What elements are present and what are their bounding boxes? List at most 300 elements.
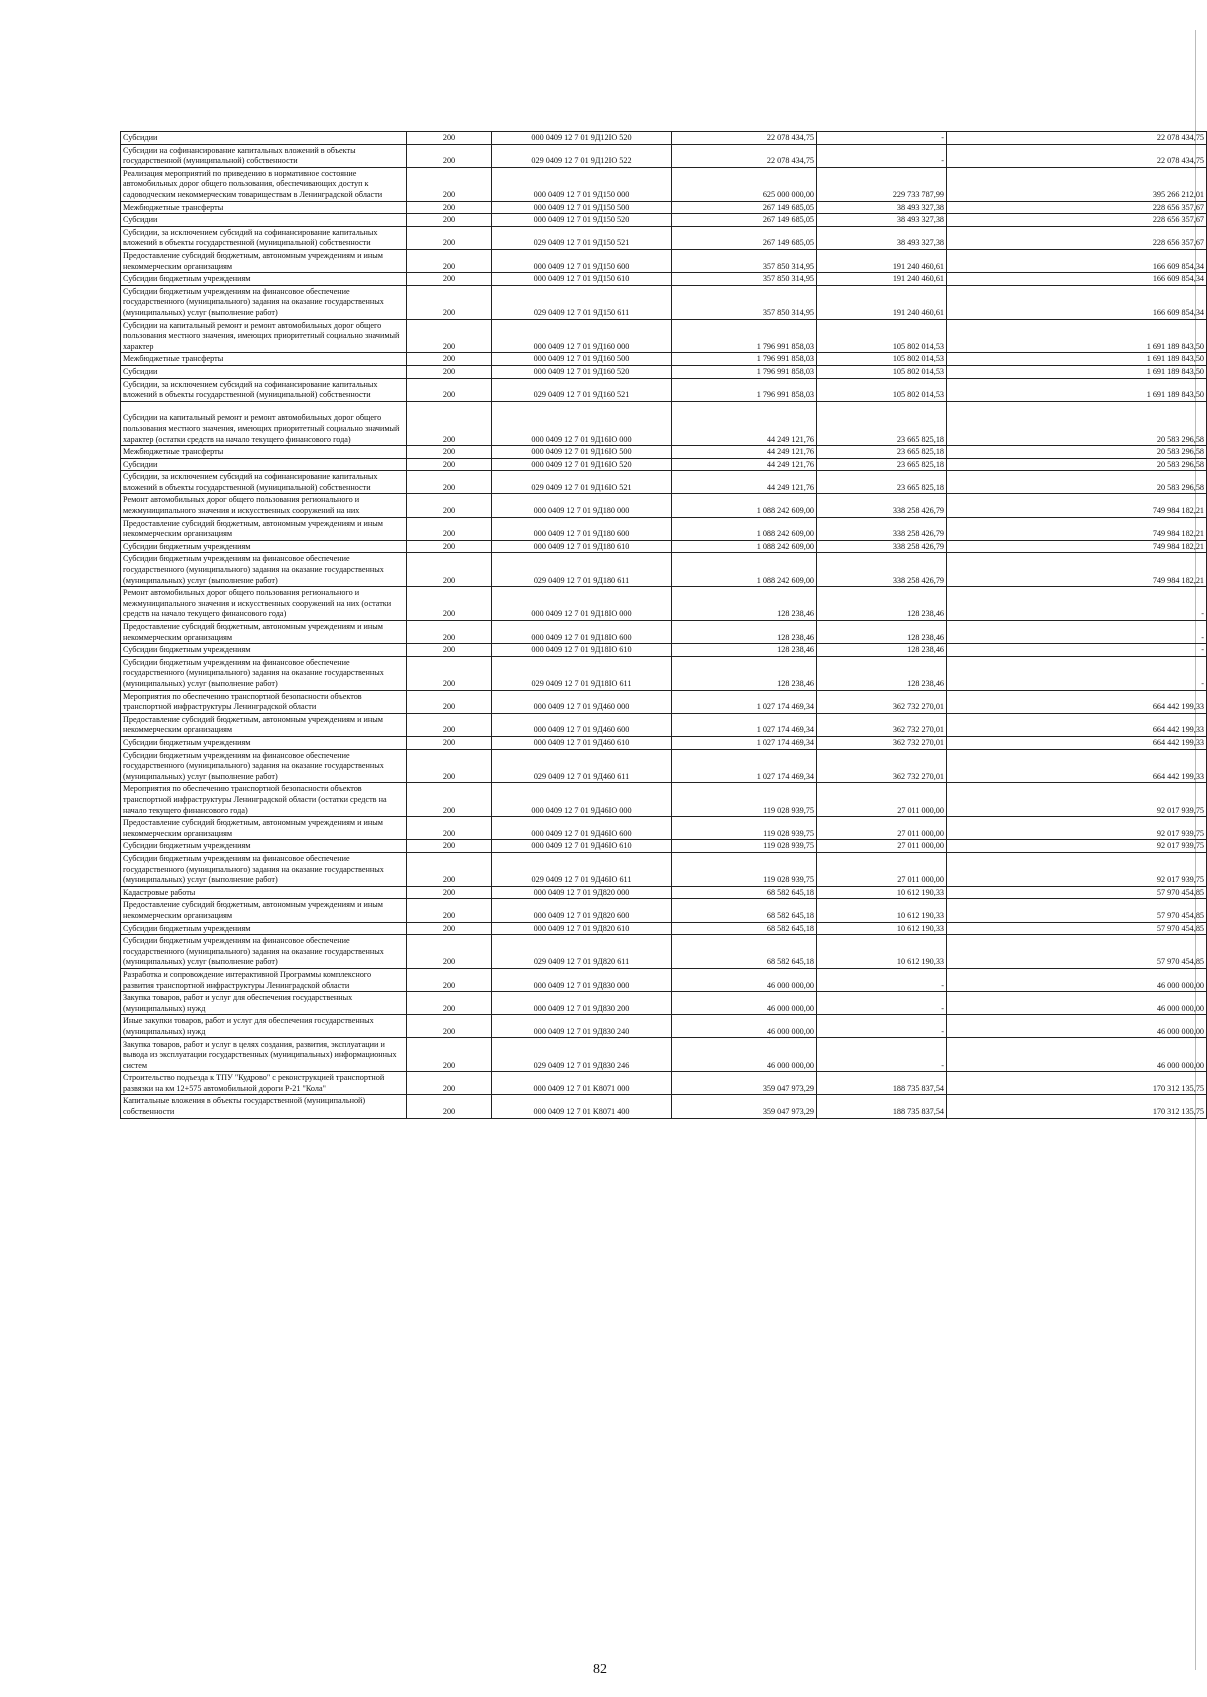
row-approved-amount: 44 249 121,76 xyxy=(672,471,817,494)
table-row xyxy=(121,922,1207,935)
row-remaining-amount: 749 984 182,21 xyxy=(947,494,1207,517)
row-approved-amount: 1 088 242 609,00 xyxy=(672,540,817,553)
table-row xyxy=(121,736,1207,749)
row-approved-amount: 68 582 645,18 xyxy=(672,935,817,969)
row-name: Субсидии бюджетным учреждениям xyxy=(121,840,407,853)
row-remaining-amount: 170 312 135,75 xyxy=(947,1072,1207,1095)
row-remaining-amount: 1 691 189 843,50 xyxy=(947,319,1207,353)
row-name: Предоставление субсидий бюджетным, автономным учреждениям и иным некоммерческим организациям xyxy=(121,621,407,644)
row-line-code: 200 xyxy=(407,656,492,690)
row-approved-amount: 44 249 121,76 xyxy=(672,446,817,459)
row-line-code: 200 xyxy=(407,226,492,249)
row-line-code: 200 xyxy=(407,783,492,817)
row-remaining-amount: 664 442 199,33 xyxy=(947,736,1207,749)
row-remaining-amount: 22 078 434,75 xyxy=(947,144,1207,167)
row-line-code: 200 xyxy=(407,249,492,272)
row-approved-amount: 22 078 434,75 xyxy=(672,144,817,167)
table-row xyxy=(121,378,1207,401)
row-executed-amount: 38 493 327,38 xyxy=(817,226,947,249)
table-row xyxy=(121,690,1207,713)
row-approved-amount: 1 027 174 469,34 xyxy=(672,736,817,749)
row-executed-amount: 128 238,46 xyxy=(817,621,947,644)
table-row xyxy=(121,365,1207,378)
row-executed-amount: 27 011 000,00 xyxy=(817,817,947,840)
row-executed-amount: 191 240 460,61 xyxy=(817,285,947,319)
row-executed-amount: 362 732 270,01 xyxy=(817,736,947,749)
row-executed-amount: 191 240 460,61 xyxy=(817,249,947,272)
row-approved-amount: 267 149 685,05 xyxy=(672,214,817,227)
row-line-code: 200 xyxy=(407,736,492,749)
row-line-code: 200 xyxy=(407,273,492,286)
table-row xyxy=(121,446,1207,459)
row-approved-amount: 119 028 939,75 xyxy=(672,783,817,817)
row-line-code: 200 xyxy=(407,353,492,366)
row-executed-amount: 38 493 327,38 xyxy=(817,201,947,214)
row-classification-code: 000 0409 12 7 01 9Д830 200 xyxy=(492,992,672,1015)
row-classification-code: 029 0409 12 7 01 9Д160 521 xyxy=(492,378,672,401)
row-name: Субсидии xyxy=(121,458,407,471)
row-classification-code: 029 0409 12 7 01 9Д150 521 xyxy=(492,226,672,249)
table-row xyxy=(121,621,1207,644)
row-executed-amount: 191 240 460,61 xyxy=(817,273,947,286)
row-approved-amount: 357 850 314,95 xyxy=(672,285,817,319)
row-name: Строительство подъезда к ТПУ "Кудрово" с реконструкцией транспортной развязки на км 12+575 автомобильной дороги Р-21 "Кола" xyxy=(121,1072,407,1095)
table-row xyxy=(121,886,1207,899)
row-remaining-amount: 57 970 454,85 xyxy=(947,935,1207,969)
row-line-code: 200 xyxy=(407,1038,492,1072)
table-row xyxy=(121,1095,1207,1118)
row-classification-code: 000 0409 12 7 01 9Д150 610 xyxy=(492,273,672,286)
row-approved-amount: 128 238,46 xyxy=(672,656,817,690)
row-classification-code: 029 0409 12 7 01 9Д18IO 611 xyxy=(492,656,672,690)
row-line-code: 200 xyxy=(407,817,492,840)
row-approved-amount: 46 000 000,00 xyxy=(672,968,817,991)
row-classification-code: 000 0409 12 7 01 9Д18IO 610 xyxy=(492,644,672,657)
row-approved-amount: 119 028 939,75 xyxy=(672,840,817,853)
row-line-code: 200 xyxy=(407,840,492,853)
row-remaining-amount: 92 017 939,75 xyxy=(947,783,1207,817)
row-line-code: 200 xyxy=(407,201,492,214)
table-row xyxy=(121,644,1207,657)
row-executed-amount: 23 665 825,18 xyxy=(817,401,947,445)
row-line-code: 200 xyxy=(407,540,492,553)
row-approved-amount: 68 582 645,18 xyxy=(672,899,817,922)
row-classification-code: 029 0409 12 7 01 9Д460 611 xyxy=(492,749,672,783)
row-classification-code: 000 0409 12 7 01 9Д820 610 xyxy=(492,922,672,935)
row-approved-amount: 625 000 000,00 xyxy=(672,167,817,201)
row-line-code: 200 xyxy=(407,1072,492,1095)
row-remaining-amount: 1 691 189 843,50 xyxy=(947,353,1207,366)
row-line-code: 200 xyxy=(407,852,492,886)
row-name: Субсидии на софинансирование капитальных вложений в объекты государственной (муниципальной) собственности xyxy=(121,144,407,167)
row-approved-amount: 359 047 973,29 xyxy=(672,1072,817,1095)
row-approved-amount: 359 047 973,29 xyxy=(672,1095,817,1118)
row-executed-amount: 10 612 190,33 xyxy=(817,899,947,922)
row-remaining-amount: 20 583 296,58 xyxy=(947,401,1207,445)
row-name: Субсидии, за исключением субсидий на софинансирование капитальных вложений в объекты государственной (муниципальной) собственности xyxy=(121,226,407,249)
row-name: Субсидии на капитальный ремонт и ремонт автомобильных дорог общего пользования местного значения, имеющих приоритетный социально значимый характер (остатки средств на начало текущего финансового года) xyxy=(121,401,407,445)
row-executed-amount: 362 732 270,01 xyxy=(817,749,947,783)
row-name: Субсидии бюджетным учреждениям на финансовое обеспечение государственного (муниципального) задания на оказание государственных (муниципальных) услуг (выполнение работ) xyxy=(121,749,407,783)
row-classification-code: 000 0409 12 7 01 9Д46IO 610 xyxy=(492,840,672,853)
row-classification-code: 000 0409 12 7 01 9Д160 000 xyxy=(492,319,672,353)
table-row xyxy=(121,783,1207,817)
row-approved-amount: 1 027 174 469,34 xyxy=(672,713,817,736)
row-executed-amount: 10 612 190,33 xyxy=(817,886,947,899)
row-executed-amount: 10 612 190,33 xyxy=(817,922,947,935)
row-classification-code: 000 0409 12 7 01 9Д16IO 000 xyxy=(492,401,672,445)
row-executed-amount: 362 732 270,01 xyxy=(817,690,947,713)
table-row xyxy=(121,656,1207,690)
row-executed-amount: 27 011 000,00 xyxy=(817,840,947,853)
row-remaining-amount: 20 583 296,58 xyxy=(947,471,1207,494)
row-classification-code: 000 0409 12 7 01 K8071 400 xyxy=(492,1095,672,1118)
row-executed-amount: 128 238,46 xyxy=(817,656,947,690)
row-executed-amount: 338 258 426,79 xyxy=(817,553,947,587)
row-approved-amount: 1 088 242 609,00 xyxy=(672,517,817,540)
row-remaining-amount: 664 442 199,33 xyxy=(947,690,1207,713)
row-line-code: 200 xyxy=(407,749,492,783)
row-line-code: 200 xyxy=(407,517,492,540)
row-name: Межбюджетные трансферты xyxy=(121,201,407,214)
row-line-code: 200 xyxy=(407,1015,492,1038)
row-classification-code: 000 0409 12 7 01 9Д820 000 xyxy=(492,886,672,899)
row-executed-amount: 23 665 825,18 xyxy=(817,446,947,459)
row-executed-amount: 105 802 014,53 xyxy=(817,365,947,378)
row-approved-amount: 46 000 000,00 xyxy=(672,992,817,1015)
row-classification-code: 000 0409 12 7 01 9Д46IO 000 xyxy=(492,783,672,817)
row-executed-amount: 128 238,46 xyxy=(817,644,947,657)
row-remaining-amount: 57 970 454,85 xyxy=(947,886,1207,899)
row-approved-amount: 68 582 645,18 xyxy=(672,922,817,935)
table-row xyxy=(121,201,1207,214)
row-executed-amount: 338 258 426,79 xyxy=(817,517,947,540)
row-remaining-amount: 57 970 454,85 xyxy=(947,899,1207,922)
table-row xyxy=(121,226,1207,249)
row-remaining-amount: 22 078 434,75 xyxy=(947,132,1207,145)
table-row xyxy=(121,540,1207,553)
table-row xyxy=(121,1038,1207,1072)
row-line-code: 200 xyxy=(407,214,492,227)
row-classification-code: 029 0409 12 7 01 9Д12IO 522 xyxy=(492,144,672,167)
row-executed-amount: 105 802 014,53 xyxy=(817,378,947,401)
row-approved-amount: 128 238,46 xyxy=(672,644,817,657)
row-approved-amount: 46 000 000,00 xyxy=(672,1015,817,1038)
row-line-code: 200 xyxy=(407,713,492,736)
row-classification-code: 000 0409 12 7 01 9Д830 240 xyxy=(492,1015,672,1038)
row-executed-amount: - xyxy=(817,144,947,167)
row-remaining-amount: 228 656 357,67 xyxy=(947,226,1207,249)
row-classification-code: 000 0409 12 7 01 9Д150 000 xyxy=(492,167,672,201)
row-approved-amount: 119 028 939,75 xyxy=(672,817,817,840)
row-classification-code: 000 0409 12 7 01 9Д460 600 xyxy=(492,713,672,736)
row-name: Субсидии бюджетным учреждениям xyxy=(121,644,407,657)
row-name: Субсидии xyxy=(121,132,407,145)
table-body xyxy=(121,132,1207,1119)
row-line-code: 200 xyxy=(407,644,492,657)
row-remaining-amount: 166 609 854,34 xyxy=(947,249,1207,272)
row-approved-amount: 68 582 645,18 xyxy=(672,886,817,899)
row-executed-amount: 128 238,46 xyxy=(817,587,947,621)
row-line-code: 200 xyxy=(407,319,492,353)
row-name: Субсидии бюджетным учреждениям на финансовое обеспечение государственного (муниципального) задания на оказание государственных (муниципальных) услуг (выполнение работ) xyxy=(121,285,407,319)
page-number: 82 xyxy=(593,1662,607,1677)
row-name: Ремонт автомобильных дорог общего пользования регионального и межмуниципального значения и искусственных сооружений на них (остатки средств на начало текущего финансового года) xyxy=(121,587,407,621)
table-row xyxy=(121,817,1207,840)
table-row xyxy=(121,840,1207,853)
row-line-code: 200 xyxy=(407,378,492,401)
row-remaining-amount: 1 691 189 843,50 xyxy=(947,378,1207,401)
row-name: Предоставление субсидий бюджетным, автономным учреждениям и иным некоммерческим организациям xyxy=(121,249,407,272)
row-line-code: 200 xyxy=(407,471,492,494)
row-name: Субсидии xyxy=(121,365,407,378)
table-row xyxy=(121,517,1207,540)
row-approved-amount: 1 027 174 469,34 xyxy=(672,690,817,713)
row-name: Субсидии бюджетным учреждениям на финансовое обеспечение государственного (муниципального) задания на оказание государственных (муниципальных) услуг (выполнение работ) xyxy=(121,852,407,886)
row-classification-code: 000 0409 12 7 01 9Д16IO 520 xyxy=(492,458,672,471)
row-remaining-amount: 166 609 854,34 xyxy=(947,273,1207,286)
row-classification-code: 000 0409 12 7 01 K8071 000 xyxy=(492,1072,672,1095)
table-row xyxy=(121,587,1207,621)
row-executed-amount: 229 733 787,99 xyxy=(817,167,947,201)
row-remaining-amount: 749 984 182,21 xyxy=(947,540,1207,553)
table-row xyxy=(121,1072,1207,1095)
row-remaining-amount: 20 583 296,58 xyxy=(947,458,1207,471)
table-row xyxy=(121,471,1207,494)
row-name: Субсидии xyxy=(121,214,407,227)
row-name: Субсидии бюджетным учреждениям xyxy=(121,540,407,553)
row-name: Субсидии бюджетным учреждениям xyxy=(121,273,407,286)
row-remaining-amount: 92 017 939,75 xyxy=(947,840,1207,853)
budget-execution-table xyxy=(120,131,1207,1119)
row-classification-code: 029 0409 12 7 01 9Д16IO 521 xyxy=(492,471,672,494)
row-name: Межбюджетные трансферты xyxy=(121,446,407,459)
row-line-code: 200 xyxy=(407,968,492,991)
table-row xyxy=(121,273,1207,286)
row-name: Субсидии бюджетным учреждениям на финансовое обеспечение государственного (муниципального) задания на оказание государственных (муниципальных) услуг (выполнение работ) xyxy=(121,656,407,690)
row-name: Кадастровые работы xyxy=(121,886,407,899)
row-remaining-amount: 20 583 296,58 xyxy=(947,446,1207,459)
table-row xyxy=(121,968,1207,991)
row-classification-code: 000 0409 12 7 01 9Д150 520 xyxy=(492,214,672,227)
row-approved-amount: 1 088 242 609,00 xyxy=(672,553,817,587)
row-line-code: 200 xyxy=(407,690,492,713)
row-remaining-amount: 46 000 000,00 xyxy=(947,992,1207,1015)
row-classification-code: 029 0409 12 7 01 9Д150 611 xyxy=(492,285,672,319)
row-line-code: 200 xyxy=(407,458,492,471)
row-executed-amount: 188 735 837,54 xyxy=(817,1095,947,1118)
row-executed-amount: 38 493 327,38 xyxy=(817,214,947,227)
row-executed-amount: 188 735 837,54 xyxy=(817,1072,947,1095)
row-remaining-amount: 664 442 199,33 xyxy=(947,749,1207,783)
row-remaining-amount: - xyxy=(947,644,1207,657)
table-row xyxy=(121,899,1207,922)
row-name: Реализация мероприятий по приведению в нормативное состояние автомобильных дорог общего пользования, обеспечивающих доступ к садоводческим некоммерческим товариществам в Ленинградской области xyxy=(121,167,407,201)
row-remaining-amount: 92 017 939,75 xyxy=(947,817,1207,840)
row-line-code: 200 xyxy=(407,365,492,378)
row-classification-code: 000 0409 12 7 01 9Д180 600 xyxy=(492,517,672,540)
row-name: Предоставление субсидий бюджетным, автономным учреждениям и иным некоммерческим организациям xyxy=(121,713,407,736)
row-executed-amount: 23 665 825,18 xyxy=(817,458,947,471)
row-remaining-amount: 395 266 212,01 xyxy=(947,167,1207,201)
row-name: Предоставление субсидий бюджетным, автономным учреждениям и иным некоммерческим организациям xyxy=(121,899,407,922)
table-row xyxy=(121,132,1207,145)
row-classification-code: 000 0409 12 7 01 9Д150 500 xyxy=(492,201,672,214)
row-remaining-amount: 228 656 357,67 xyxy=(947,214,1207,227)
row-remaining-amount: 749 984 182,21 xyxy=(947,517,1207,540)
row-approved-amount: 267 149 685,05 xyxy=(672,226,817,249)
row-classification-code: 000 0409 12 7 01 9Д46IO 600 xyxy=(492,817,672,840)
row-name: Межбюджетные трансферты xyxy=(121,353,407,366)
row-remaining-amount: 46 000 000,00 xyxy=(947,968,1207,991)
row-remaining-amount: 170 312 135,75 xyxy=(947,1095,1207,1118)
table-row xyxy=(121,992,1207,1015)
row-approved-amount: 22 078 434,75 xyxy=(672,132,817,145)
row-line-code: 200 xyxy=(407,144,492,167)
row-name: Субсидии, за исключением субсидий на софинансирование капитальных вложений в объекты государственной (муниципальной) собственности xyxy=(121,378,407,401)
row-classification-code: 029 0409 12 7 01 9Д46IO 611 xyxy=(492,852,672,886)
row-name: Субсидии бюджетным учреждениям на финансовое обеспечение государственного (муниципального) задания на оказание государственных (муниципальных) услуг (выполнение работ) xyxy=(121,553,407,587)
row-remaining-amount: 664 442 199,33 xyxy=(947,713,1207,736)
table-row xyxy=(121,167,1207,201)
row-line-code: 200 xyxy=(407,899,492,922)
table-row xyxy=(121,353,1207,366)
row-classification-code: 000 0409 12 7 01 9Д18IO 600 xyxy=(492,621,672,644)
row-approved-amount: 128 238,46 xyxy=(672,621,817,644)
row-remaining-amount: 46 000 000,00 xyxy=(947,1015,1207,1038)
row-line-code: 200 xyxy=(407,285,492,319)
row-approved-amount: 357 850 314,95 xyxy=(672,249,817,272)
row-executed-amount: 27 011 000,00 xyxy=(817,783,947,817)
row-classification-code: 000 0409 12 7 01 9Д460 000 xyxy=(492,690,672,713)
row-executed-amount: - xyxy=(817,1015,947,1038)
row-name: Субсидии бюджетным учреждениям на финансовое обеспечение государственного (муниципального) задания на оказание государственных (муниципальных) услуг (выполнение работ) xyxy=(121,935,407,969)
table-row xyxy=(121,852,1207,886)
row-remaining-amount: 1 691 189 843,50 xyxy=(947,365,1207,378)
row-approved-amount: 46 000 000,00 xyxy=(672,1038,817,1072)
row-executed-amount: - xyxy=(817,968,947,991)
table-row xyxy=(121,401,1207,445)
table-row xyxy=(121,214,1207,227)
row-remaining-amount: - xyxy=(947,587,1207,621)
row-executed-amount: 23 665 825,18 xyxy=(817,471,947,494)
row-name: Предоставление субсидий бюджетным, автономным учреждениям и иным некоммерческим организациям xyxy=(121,517,407,540)
table-row xyxy=(121,285,1207,319)
table-row xyxy=(121,458,1207,471)
row-executed-amount: 105 802 014,53 xyxy=(817,319,947,353)
table-row xyxy=(121,713,1207,736)
row-classification-code: 000 0409 12 7 01 9Д180 000 xyxy=(492,494,672,517)
table-row xyxy=(121,1015,1207,1038)
row-approved-amount: 1 796 991 858,03 xyxy=(672,353,817,366)
row-name: Предоставление субсидий бюджетным, автономным учреждениям и иным некоммерческим организациям xyxy=(121,817,407,840)
table-row xyxy=(121,494,1207,517)
row-line-code: 200 xyxy=(407,401,492,445)
row-name: Разработка и сопровождение интерактивной Программы комплексного развития транспортной инфраструктуры Ленинградской области xyxy=(121,968,407,991)
row-remaining-amount: 749 984 182,21 xyxy=(947,553,1207,587)
row-classification-code: 000 0409 12 7 01 9Д18IO 000 xyxy=(492,587,672,621)
row-name: Субсидии бюджетным учреждениям xyxy=(121,922,407,935)
row-executed-amount: 27 011 000,00 xyxy=(817,852,947,886)
table-row xyxy=(121,935,1207,969)
row-classification-code: 000 0409 12 7 01 9Д830 000 xyxy=(492,968,672,991)
row-remaining-amount: 166 609 854,34 xyxy=(947,285,1207,319)
row-executed-amount: 10 612 190,33 xyxy=(817,935,947,969)
row-name: Закупка товаров, работ и услуг для обеспечения государственных (муниципальных) нужд xyxy=(121,992,407,1015)
table-row xyxy=(121,553,1207,587)
row-line-code: 200 xyxy=(407,587,492,621)
row-executed-amount: 338 258 426,79 xyxy=(817,540,947,553)
row-classification-code: 000 0409 12 7 01 9Д460 610 xyxy=(492,736,672,749)
row-classification-code: 000 0409 12 7 01 9Д820 600 xyxy=(492,899,672,922)
row-classification-code: 029 0409 12 7 01 9Д180 611 xyxy=(492,553,672,587)
row-remaining-amount: 92 017 939,75 xyxy=(947,852,1207,886)
row-remaining-amount: 228 656 357,67 xyxy=(947,201,1207,214)
row-approved-amount: 44 249 121,76 xyxy=(672,458,817,471)
row-approved-amount: 267 149 685,05 xyxy=(672,201,817,214)
row-line-code: 200 xyxy=(407,935,492,969)
row-line-code: 200 xyxy=(407,446,492,459)
row-executed-amount: 338 258 426,79 xyxy=(817,494,947,517)
row-approved-amount: 1 796 991 858,03 xyxy=(672,378,817,401)
row-name: Капитальные вложения в объекты государственной (муниципальной) собственности xyxy=(121,1095,407,1118)
row-remaining-amount: 46 000 000,00 xyxy=(947,1038,1207,1072)
row-name: Субсидии, за исключением субсидий на софинансирование капитальных вложений в объекты государственной (муниципальной) собственности xyxy=(121,471,407,494)
row-line-code: 200 xyxy=(407,621,492,644)
row-classification-code: 029 0409 12 7 01 9Д830 246 xyxy=(492,1038,672,1072)
row-approved-amount: 1 796 991 858,03 xyxy=(672,319,817,353)
row-line-code: 200 xyxy=(407,886,492,899)
row-remaining-amount: - xyxy=(947,656,1207,690)
row-approved-amount: 1 027 174 469,34 xyxy=(672,749,817,783)
row-executed-amount: - xyxy=(817,1038,947,1072)
row-classification-code: 000 0409 12 7 01 9Д12IO 520 xyxy=(492,132,672,145)
table-row xyxy=(121,249,1207,272)
row-remaining-amount: 57 970 454,85 xyxy=(947,922,1207,935)
row-approved-amount: 1 796 991 858,03 xyxy=(672,365,817,378)
row-classification-code: 029 0409 12 7 01 9Д820 611 xyxy=(492,935,672,969)
table-row xyxy=(121,749,1207,783)
row-executed-amount: - xyxy=(817,992,947,1015)
row-line-code: 200 xyxy=(407,1095,492,1118)
row-name: Мероприятия по обеспечению транспортной безопасности объектов транспортной инфраструктуры Ленинградской области (остатки средств на начало текущего финансового года) xyxy=(121,783,407,817)
row-name: Иные закупки товаров, работ и услуг для обеспечения государственных (муниципальных) нужд xyxy=(121,1015,407,1038)
row-line-code: 200 xyxy=(407,167,492,201)
row-executed-amount: - xyxy=(817,132,947,145)
row-classification-code: 000 0409 12 7 01 9Д150 600 xyxy=(492,249,672,272)
row-line-code: 200 xyxy=(407,494,492,517)
row-approved-amount: 119 028 939,75 xyxy=(672,852,817,886)
row-classification-code: 000 0409 12 7 01 9Д160 520 xyxy=(492,365,672,378)
row-line-code: 200 xyxy=(407,992,492,1015)
table-row xyxy=(121,144,1207,167)
row-approved-amount: 1 088 242 609,00 xyxy=(672,494,817,517)
row-executed-amount: 362 732 270,01 xyxy=(817,713,947,736)
row-remaining-amount: - xyxy=(947,621,1207,644)
row-line-code: 200 xyxy=(407,553,492,587)
row-name: Субсидии на капитальный ремонт и ремонт автомобильных дорог общего пользования местного значения, имеющих приоритетный социально значимый характер xyxy=(121,319,407,353)
row-approved-amount: 357 850 314,95 xyxy=(672,273,817,286)
row-executed-amount: 105 802 014,53 xyxy=(817,353,947,366)
row-classification-code: 000 0409 12 7 01 9Д16IO 500 xyxy=(492,446,672,459)
row-classification-code: 000 0409 12 7 01 9Д180 610 xyxy=(492,540,672,553)
row-name: Закупка товаров, работ и услуг в целях создания, развития, эксплуатации и вывода из эксплуатации государственных (муниципальных) информационных систем xyxy=(121,1038,407,1072)
row-classification-code: 000 0409 12 7 01 9Д160 500 xyxy=(492,353,672,366)
row-name: Мероприятия по обеспечению транспортной безопасности объектов транспортной инфраструктуры Ленинградской области xyxy=(121,690,407,713)
row-approved-amount: 44 249 121,76 xyxy=(672,401,817,445)
row-name: Субсидии бюджетным учреждениям xyxy=(121,736,407,749)
row-approved-amount: 128 238,46 xyxy=(672,587,817,621)
